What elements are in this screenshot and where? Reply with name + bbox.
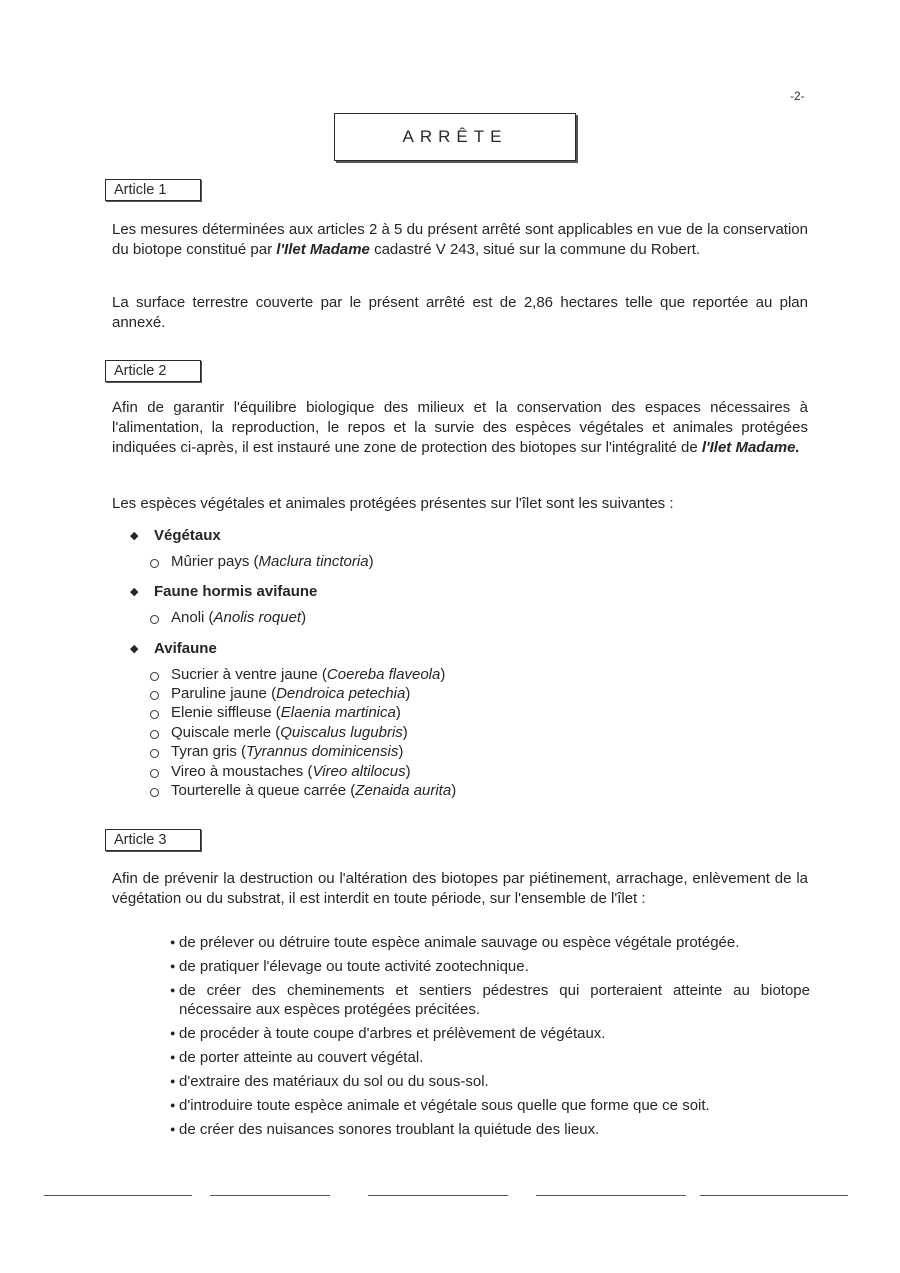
bullet-icon: ● [170, 1052, 176, 1062]
article-1-paragraph-1 [112, 220, 808, 260]
bullet-icon: ● [170, 1028, 176, 1038]
species-item: Tyran gris ( Tyrannus dominicensis ) [150, 743, 456, 762]
circle-bullet-icon [150, 691, 159, 700]
article-2-p1-text: Afin de garantir l'équilibre biologique des milieux et la conservation des espaces nécessaires à l'alimentation, la reproduction, le repos et la survie des espèces végétales et animales protégées indiquées ci-après, il est instauré une zone de protection des biotopes sur l'intégralité de [112, 399, 808, 456]
prohibitions-list [170, 933, 810, 1144]
species-list [150, 608, 317, 627]
species-group-vegetaux [130, 526, 374, 571]
prohibition-item [170, 1072, 810, 1091]
group-heading [130, 582, 317, 602]
species-item: Mûrier pays ( Maclura tinctoria ) [150, 552, 374, 571]
footer-rule [368, 1195, 508, 1196]
species-scientific-name: Coereba flaveola [326, 665, 441, 683]
group-heading [130, 639, 456, 659]
bullet-icon: ● [170, 1124, 176, 1134]
prohibition-item [170, 1048, 810, 1067]
page-title: ARRÊTE [402, 127, 508, 146]
prohibition-text: de pratiquer l'élevage ou toute activité zootechnique. [179, 958, 529, 975]
group-label: Végétaux [154, 527, 221, 544]
species-group-avifaune [130, 639, 456, 801]
species-common-name: Sucrier à ventre jaune [171, 665, 318, 683]
prohibition-text: de créer des nuisances sonores troublant la quiétude des lieux. [179, 1121, 600, 1138]
species-scientific-name: Quiscalus lugubris [280, 723, 403, 741]
species-common-name: Elenie siffleuse [171, 704, 272, 722]
bullet-icon: ● [170, 985, 176, 995]
circle-bullet-icon [150, 710, 159, 719]
bullet-icon: ◆ [130, 530, 139, 542]
title-box [334, 113, 576, 161]
article-1-heading: Article 1 [105, 179, 201, 201]
species-item: Sucrier à ventre jaune ( Coereba flaveola ) [150, 665, 456, 684]
species-scientific-name: Vireo altilocus [312, 762, 406, 780]
article-1-paragraph-2: La surface terrestre couverte par le présent arrêté est de 2,86 hectares telle que reportée au plan annexé. [112, 294, 808, 331]
species-scientific-name: Dendroica petechia [276, 685, 406, 703]
species-item: Vireo à moustaches ( Vireo altilocus ) [150, 762, 456, 781]
article-1-p1-text-after: cadastré V 243, situé sur la commune du Robert. [369, 241, 701, 258]
species-scientific-name: Zenaida aurita [355, 782, 452, 800]
page-number: -2- [790, 89, 805, 103]
species-common-name: Tourterelle à queue carrée [171, 782, 347, 800]
species-item: Elenie siffleuse ( Elaenia martinica ) [150, 704, 456, 723]
article-1-p1-text-before: Les mesures déterminées aux articles 2 à 5 du présent arrêté sont applicables en vue de la conservation du biotope constitué par [112, 221, 808, 258]
species-scientific-name: Maclura tinctoria [258, 552, 369, 570]
prohibition-item [170, 1096, 810, 1115]
bullet-icon: ● [170, 961, 176, 971]
article-2-paragraph-1 [112, 398, 808, 458]
species-list [150, 552, 374, 571]
species-item: Anoli ( Anolis roquet ) [150, 608, 317, 627]
group-heading [130, 526, 374, 546]
article-2-heading: Article 2 [105, 360, 201, 382]
prohibition-item [170, 933, 810, 952]
prohibition-text: de créer des cheminements et sentiers pédestres qui porteraient atteinte au biotope nécessaire aux espèces protégées précitées. [179, 982, 810, 1018]
circle-bullet-icon [150, 730, 159, 739]
prohibition-text: de procéder à toute coupe d'arbres et prélèvement de végétaux. [179, 1025, 606, 1042]
species-scientific-name: Elaenia martinica [280, 704, 396, 722]
circle-bullet-icon [150, 749, 159, 758]
bullet-icon: ● [170, 1076, 176, 1086]
prohibition-text: de prélever ou détruire toute espèce animale sauvage ou espèce végétale protégée. [179, 934, 740, 951]
prohibition-item [170, 1024, 810, 1043]
species-common-name: Quiscale merle [171, 723, 272, 741]
place-name: l'Ilet Madame [276, 241, 370, 258]
footer-rule [44, 1195, 192, 1196]
prohibition-item [170, 981, 810, 1019]
bullet-icon: ◆ [130, 586, 139, 598]
species-item: Tourterelle à queue carrée ( Zenaida aurita ) [150, 781, 456, 800]
circle-bullet-icon [150, 672, 159, 681]
circle-bullet-icon [150, 788, 159, 797]
species-common-name: Mûrier pays [171, 552, 250, 570]
circle-bullet-icon [150, 615, 159, 624]
footer-rule [700, 1195, 848, 1196]
circle-bullet-icon [150, 769, 159, 778]
species-common-name: Paruline jaune [171, 685, 267, 703]
prohibition-text: d'introduire toute espèce animale et végétale sous quelle que forme que ce soit. [179, 1097, 710, 1114]
prohibition-item [170, 1120, 810, 1139]
article-2-paragraph-2: Les espèces végétales et animales protégées présentes sur l'îlet sont les suivantes : [112, 495, 674, 512]
group-label: Avifaune [154, 640, 217, 657]
species-item: Quiscale merle ( Quiscalus lugubris ) [150, 723, 456, 742]
footer-rule [210, 1195, 330, 1196]
group-label: Faune hormis avifaune [154, 583, 318, 600]
species-common-name: Tyran gris [171, 743, 237, 761]
species-common-name: Vireo à moustaches [171, 762, 304, 780]
article-3-paragraph-1: Afin de prévenir la destruction ou l'altération des biotopes par piétinement, arrachage, enlèvement de la végétation ou du substrat, il est interdit en toute période, sur l'ensemble de l'îlet : [112, 870, 808, 907]
place-name: l'Ilet Madame. [701, 439, 800, 456]
bullet-icon: ◆ [130, 643, 139, 655]
circle-bullet-icon [150, 559, 159, 568]
bullet-icon: ● [170, 1100, 176, 1110]
species-scientific-name: Tyrannus dominicensis [246, 743, 399, 761]
article-3-heading: Article 3 [105, 829, 201, 851]
footer-rule [536, 1195, 686, 1196]
prohibition-text: de porter atteinte au couvert végétal. [179, 1049, 424, 1066]
species-list [150, 665, 456, 801]
prohibition-text: d'extraire des matériaux du sol ou du sous-sol. [179, 1073, 489, 1090]
bullet-icon: ● [170, 937, 176, 947]
species-common-name: Anoli [171, 608, 205, 626]
prohibition-item [170, 957, 810, 976]
species-item: Paruline jaune ( Dendroica petechia ) [150, 684, 456, 703]
species-group-faune [130, 582, 317, 627]
species-scientific-name: Anolis roquet [213, 608, 302, 626]
